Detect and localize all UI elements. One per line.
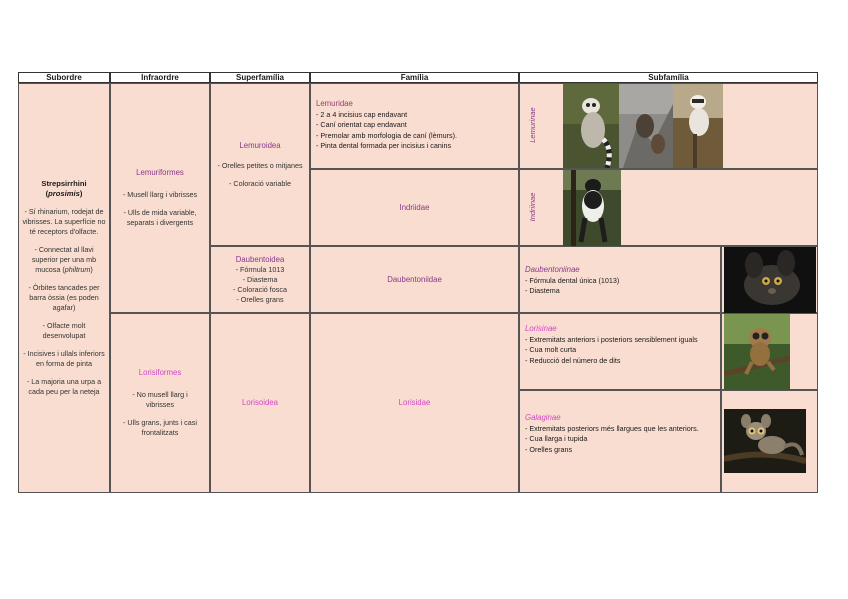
superfamily-name: Lemuroidea xyxy=(239,140,281,150)
infraorder-trait: - No musell llarg i vibrisses xyxy=(132,390,188,409)
subfamily-trait: - Extremitats anteriors i posteriors sensiblement iguals xyxy=(525,334,698,344)
header-suborder: Subordre xyxy=(18,72,110,83)
subfamily-name: Indriinae xyxy=(528,192,537,222)
header-superfamily: Superfamília xyxy=(210,72,310,83)
daubentoniinae-photo-cell xyxy=(721,246,818,313)
superfamily-name: Lorisoidea xyxy=(242,398,278,407)
subfamily-galaginae xyxy=(519,390,721,493)
family-indriidae xyxy=(310,169,519,246)
subfamily-indriinae xyxy=(519,169,818,246)
suborder-trait-2: - Connectat al llavi superior per una mb mucosa (philtrum) xyxy=(31,245,97,274)
suborder-alt-name: (prosimis) xyxy=(45,189,83,198)
subfamily-lorisinae xyxy=(519,313,721,390)
suborder-trait-3: - Òrbites tancades per barra òssia (es poden agafar) xyxy=(28,283,100,312)
subfamily-name: Galaginae xyxy=(525,413,561,422)
superfamily-trait: - Diastema xyxy=(242,274,278,284)
daubentoniinae-photo xyxy=(724,247,816,313)
indriinae-photo xyxy=(563,170,621,246)
infraorder-name: Lemuriformes xyxy=(136,168,184,177)
superfamily-lemuroidea xyxy=(210,83,310,246)
header-infraorder: Infraordre xyxy=(110,72,210,83)
subfamily-trait: - Extremitats posteriors més llargues que les anteriors. xyxy=(525,423,699,433)
family-trait: - 2 a 4 incisius cap endavant xyxy=(316,109,408,119)
infraorder-name: Lorisiformes xyxy=(138,368,182,377)
infraorder-lemuriformes xyxy=(110,83,210,313)
family-name: Daubentoniidae xyxy=(387,274,442,284)
superfamily-trait: - Fórmula 1013 xyxy=(235,264,285,274)
superfamily-trait: - Orelles grans xyxy=(236,294,284,304)
infraorder-trait: - Musell llarg i vibrisses xyxy=(122,190,198,199)
superfamily-trait: - Coloració fosca xyxy=(233,284,287,294)
subfamily-trait: - Cua llarga i tupida xyxy=(525,434,588,443)
subfamily-lemurinae xyxy=(519,83,818,169)
galaginae-photo xyxy=(724,409,806,473)
suborder-trait-4: - Olfacte molt desenvolupat xyxy=(42,321,86,340)
superfamily-daubentoidea xyxy=(210,246,310,313)
family-daubentoniidae xyxy=(310,246,519,313)
suborder-cell xyxy=(18,83,110,493)
lemurinae-photo xyxy=(563,84,723,168)
subfamily-daubentoniinae xyxy=(519,246,721,313)
lorisinae-photo xyxy=(724,314,790,390)
family-name: Lemuridae xyxy=(316,99,353,108)
infraorder-lorisiformes xyxy=(110,313,210,493)
subfamily-trait: - Reducció del número de dits xyxy=(525,355,621,365)
subfamily-name: Lorisinae xyxy=(525,324,557,333)
header-family: Família xyxy=(310,72,519,83)
family-name: Lorisidae xyxy=(398,398,431,407)
superfamily-name: Daubentoidea xyxy=(235,254,285,264)
subfamily-trait: - Diastema xyxy=(525,286,560,295)
family-lemuridae xyxy=(310,83,519,169)
suborder-trait-6: - La majoria una urpa a cada peu per la neteja xyxy=(26,377,102,396)
taxonomy-table xyxy=(18,72,818,493)
family-trait: - Pinta dental formada per incisius i canins xyxy=(316,141,452,150)
infraorder-trait: - Ulls grans, junts i casi frontalitzats xyxy=(123,418,197,437)
family-lorisidae xyxy=(310,313,519,493)
superfamily-lorisoidea xyxy=(210,313,310,493)
subfamily-name: Lemurinae xyxy=(528,107,537,143)
galaginae-photo-cell xyxy=(721,390,818,493)
lorisinae-photo-cell xyxy=(721,313,818,390)
subfamily-trait: - Orelles grans xyxy=(525,444,573,454)
superfamily-trait: - Orelles petites o mitjanes xyxy=(217,160,303,170)
superfamily-trait: - Coloració variable xyxy=(229,178,291,188)
suborder-trait-1: - Sí rhinarium, rodejat de vibrisses. La superfície no té receptors d'olfacte. xyxy=(22,207,106,236)
family-trait: - Premolar amb morfologia de caní (lèmurs). xyxy=(316,130,458,140)
suborder-trait-5: - Incisives i ullals inferiors en forma de pinta xyxy=(23,349,105,368)
subfamily-trait: - Fórmula dental única (1013) xyxy=(525,275,620,285)
infraorder-trait: - Ulls de mida variable, separats i divergents xyxy=(123,208,197,227)
suborder-name: Strepsirrhini xyxy=(41,179,87,188)
subfamily-name: Daubentoniinae xyxy=(525,265,580,274)
family-trait: - Caní orientat cap endavant xyxy=(316,120,407,129)
family-name: Indriidae xyxy=(399,202,430,212)
subfamily-trait: - Cua molt curta xyxy=(525,345,577,354)
header-subfamily: Subfamília xyxy=(519,72,818,83)
